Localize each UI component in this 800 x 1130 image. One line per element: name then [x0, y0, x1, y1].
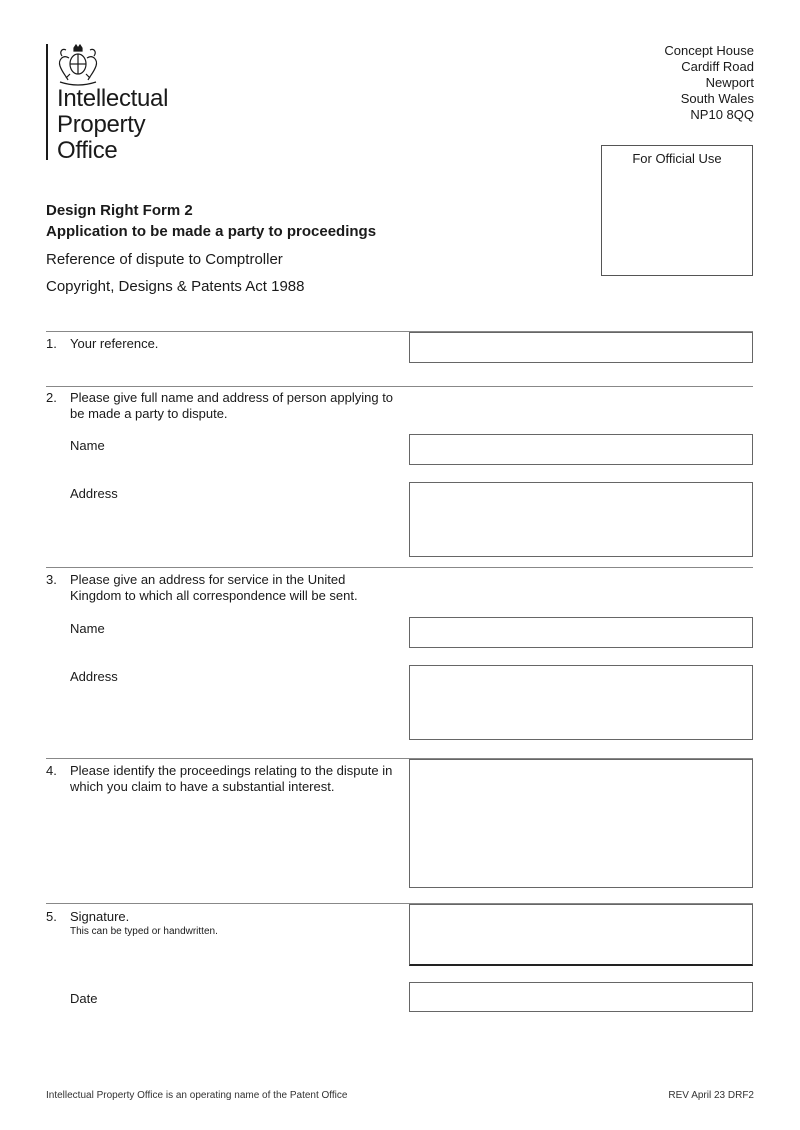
question-text: Please give an address for service in the United Kingdom to which all correspondence will be sent. — [70, 572, 358, 603]
question-number: 2. — [46, 390, 57, 405]
signature-note: This can be typed or handwritten. — [70, 926, 218, 937]
date-label: Date — [70, 991, 98, 1006]
service-address-input[interactable] — [409, 665, 753, 740]
question-text: Please identify the proceedings relating to the dispute in which you claim to have a substantial interest. — [70, 763, 393, 794]
question-text: Your reference. — [70, 336, 159, 351]
office-address — [664, 43, 754, 123]
name-label: Name — [70, 438, 105, 453]
form-title: Design Right Form 2 — [46, 202, 193, 219]
proceedings-interest-input[interactable] — [409, 759, 753, 888]
address-line: Cardiff Road — [681, 59, 754, 74]
form-subtitle-bold: Application to be made a party to proceedings — [46, 223, 377, 240]
organisation-logo-text — [57, 86, 168, 164]
address-line: Newport — [705, 75, 754, 90]
logo-line-3: Office — [57, 137, 118, 164]
address-line: South Wales — [680, 91, 754, 106]
logo-line-2: Property — [57, 111, 146, 138]
question-text: Please give full name and address of person applying to be made a party to dispute. — [70, 390, 394, 421]
question-number: 3. — [46, 572, 57, 587]
question-number: 1. — [46, 336, 57, 351]
official-use-label: For Official Use — [632, 151, 722, 166]
applicant-name-input[interactable] — [409, 434, 753, 465]
address-line: NP10 8QQ — [690, 107, 754, 122]
applicant-address-input[interactable] — [409, 482, 753, 557]
footer-note: Intellectual Property Office is an operating name of the Patent Office — [46, 1090, 348, 1101]
address-line: Concept House — [664, 43, 754, 58]
section-divider — [46, 567, 753, 568]
service-name-input[interactable] — [409, 617, 753, 648]
form-revision: REV April 23 DRF2 — [668, 1090, 754, 1101]
logo-divider-bar — [46, 44, 48, 160]
address-label: Address — [70, 486, 118, 501]
signature-input[interactable] — [409, 904, 753, 966]
your-reference-input[interactable] — [409, 332, 753, 363]
official-use-box — [601, 145, 753, 276]
form-act-line: Copyright, Designs & Patents Act 1988 — [46, 278, 305, 295]
question-number: 5. — [46, 909, 57, 924]
section-divider — [46, 386, 753, 387]
question-text: Signature. — [70, 909, 130, 924]
question-number: 4. — [46, 763, 57, 778]
address-label: Address — [70, 669, 118, 684]
royal-crest-icon — [54, 44, 102, 86]
logo-line-1: Intellectual — [57, 85, 169, 112]
form-reference-line: Reference of dispute to Comptroller — [46, 251, 283, 268]
name-label: Name — [70, 621, 105, 636]
date-input[interactable] — [409, 982, 753, 1012]
